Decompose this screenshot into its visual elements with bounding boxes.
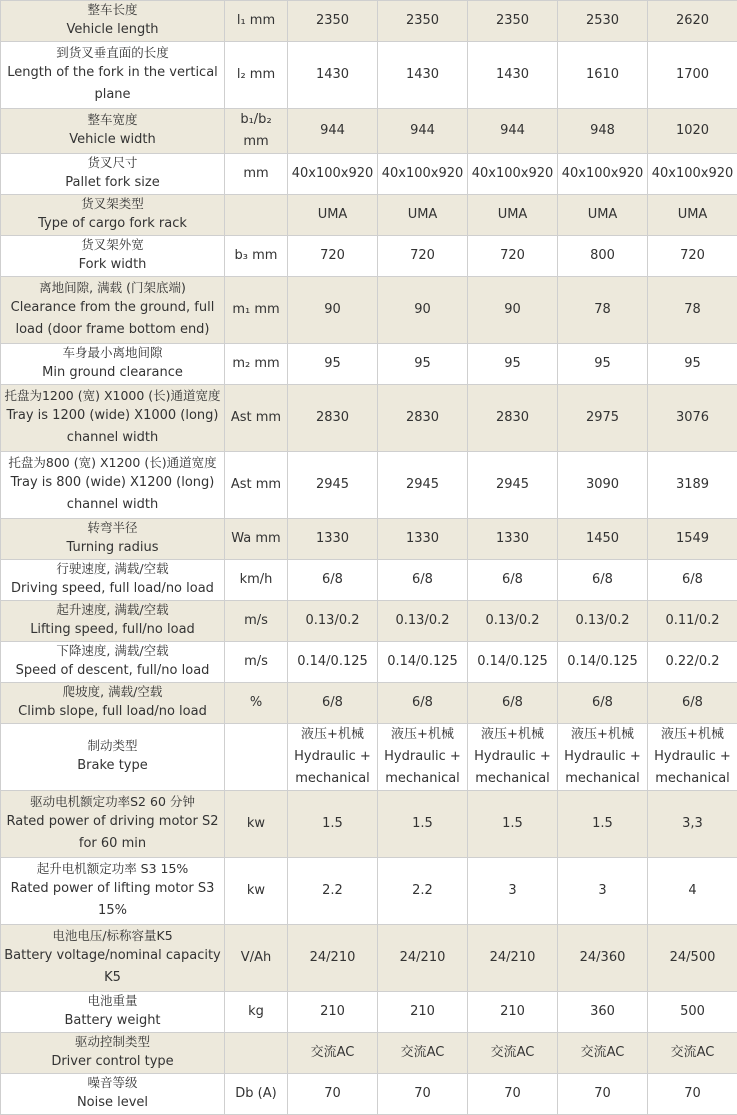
value-cell: 90 — [288, 277, 378, 344]
table-row — [1, 1074, 737, 1115]
value-cell: 0.22/0.2 — [648, 642, 737, 683]
table-row — [1, 452, 737, 519]
value-cell: 1330 — [288, 519, 378, 560]
parameter-label — [1, 195, 225, 236]
table-row — [1, 385, 737, 452]
value-cell: 1020 — [648, 109, 737, 154]
unit-cell: kw — [225, 791, 288, 858]
parameter-name-zh: 转弯半径 — [3, 519, 222, 537]
parameter-name-en: Brake type — [3, 755, 222, 777]
value-cell: 720 — [648, 236, 737, 277]
parameter-label — [1, 992, 225, 1033]
value-cell: 6/8 — [288, 683, 378, 724]
value-cell: 720 — [468, 236, 558, 277]
unit-cell: kw — [225, 858, 288, 925]
parameter-label — [1, 452, 225, 519]
parameter-label — [1, 1033, 225, 1074]
value-cell: 24/360 — [558, 925, 648, 992]
value-cell: 2945 — [288, 452, 378, 519]
value-cell: 0.14/0.125 — [378, 642, 468, 683]
value-cell: 6/8 — [558, 683, 648, 724]
value-cell: 6/8 — [468, 683, 558, 724]
unit-cell: m/s — [225, 642, 288, 683]
unit-cell — [225, 1033, 288, 1074]
parameter-name-zh: 驱动电机额定功率S2 60 分钟 — [3, 793, 222, 811]
value-cell: 40x100x920 — [378, 154, 468, 195]
value-cell: UMA — [648, 195, 737, 236]
value-cell: 0.13/0.2 — [288, 601, 378, 642]
value-cell: 1330 — [378, 519, 468, 560]
parameter-label — [1, 858, 225, 925]
value-cell: 2945 — [468, 452, 558, 519]
unit-cell — [225, 724, 288, 791]
parameter-name-zh: 整车长度 — [3, 1, 222, 19]
value-cell: 40x100x920 — [558, 154, 648, 195]
parameter-name-zh: 爬坡度, 满载/空载 — [3, 683, 222, 701]
value-cell: 500 — [648, 992, 737, 1033]
parameter-name-en: Fork width — [3, 254, 222, 276]
parameter-name-zh: 制动类型 — [3, 737, 222, 755]
parameter-name-zh: 车身最小离地间隙 — [3, 344, 222, 362]
parameter-name-zh: 噪音等级 — [3, 1074, 222, 1092]
value-cell: 6/8 — [648, 560, 737, 601]
value-cell: 2.2 — [288, 858, 378, 925]
parameter-name-en: Noise level — [3, 1092, 222, 1114]
table-row — [1, 1033, 737, 1074]
value-cell: 1430 — [378, 42, 468, 109]
table-row — [1, 344, 737, 385]
parameter-name-zh: 货叉尺寸 — [3, 154, 222, 172]
value-cell: 交流AC — [558, 1033, 648, 1074]
value-cell: 3 — [468, 858, 558, 925]
parameter-label — [1, 42, 225, 109]
value-cell: 40x100x920 — [468, 154, 558, 195]
parameter-label — [1, 724, 225, 791]
value-cell: 2350 — [288, 1, 378, 42]
value-cell: UMA — [378, 195, 468, 236]
value-cell: 1430 — [468, 42, 558, 109]
parameter-label — [1, 683, 225, 724]
unit-cell — [225, 195, 288, 236]
value-cell: 1.5 — [378, 791, 468, 858]
parameter-name-zh: 托盘为800 (宽) X1200 (长)通道宽度 — [3, 454, 222, 472]
unit-cell: % — [225, 683, 288, 724]
parameter-name-zh: 到货叉垂直面的长度 — [3, 44, 222, 62]
value-cell: 1330 — [468, 519, 558, 560]
table-row — [1, 109, 737, 154]
value-cell: 2350 — [468, 1, 558, 42]
value-cell: 2830 — [378, 385, 468, 452]
parameter-name-en: Tray is 1200 (wide) X1000 (long) channel width — [3, 405, 222, 449]
value-cell: 4 — [648, 858, 737, 925]
parameter-label — [1, 1, 225, 42]
table-row — [1, 1, 737, 42]
value-cell: 交流AC — [648, 1033, 737, 1074]
table-row — [1, 683, 737, 724]
value-cell: 交流AC — [468, 1033, 558, 1074]
value-cell: 360 — [558, 992, 648, 1033]
value-cell: 24/210 — [378, 925, 468, 992]
value-cell: 交流AC — [378, 1033, 468, 1074]
unit-cell: l₂ mm — [225, 42, 288, 109]
unit-cell: Ast mm — [225, 385, 288, 452]
value-cell: 液压+机械 Hydraulic + mechanical — [288, 724, 378, 791]
unit-cell: Ast mm — [225, 452, 288, 519]
value-cell: 0.14/0.125 — [558, 642, 648, 683]
parameter-label — [1, 385, 225, 452]
value-cell: 0.13/0.2 — [468, 601, 558, 642]
value-cell: 70 — [378, 1074, 468, 1115]
value-cell: 1450 — [558, 519, 648, 560]
value-cell: 0.11/0.2 — [648, 601, 737, 642]
value-cell: 95 — [648, 344, 737, 385]
value-cell: 720 — [288, 236, 378, 277]
value-cell: 0.14/0.125 — [468, 642, 558, 683]
table-row — [1, 992, 737, 1033]
table-row — [1, 154, 737, 195]
value-cell: 液压+机械 Hydraulic + mechanical — [378, 724, 468, 791]
value-cell: UMA — [288, 195, 378, 236]
parameter-name-en: Vehicle length — [3, 19, 222, 41]
value-cell: 944 — [468, 109, 558, 154]
value-cell: 0.14/0.125 — [288, 642, 378, 683]
table-row — [1, 277, 737, 344]
unit-cell: Wa mm — [225, 519, 288, 560]
value-cell: 40x100x920 — [648, 154, 737, 195]
value-cell: 2945 — [378, 452, 468, 519]
table-row — [1, 42, 737, 109]
parameter-name-en: Driving speed, full load/no load — [3, 578, 222, 600]
table-row — [1, 519, 737, 560]
value-cell: 3076 — [648, 385, 737, 452]
value-cell: 2.2 — [378, 858, 468, 925]
table-row — [1, 236, 737, 277]
parameter-name-en: Rated power of driving motor S2 for 60 min — [3, 811, 222, 855]
parameter-name-zh: 整车宽度 — [3, 111, 222, 129]
table-row — [1, 195, 737, 236]
parameter-name-en: Battery voltage/nominal capacity K5 — [3, 945, 222, 989]
value-cell: 90 — [378, 277, 468, 344]
value-cell: 24/210 — [468, 925, 558, 992]
table-row — [1, 601, 737, 642]
unit-cell: km/h — [225, 560, 288, 601]
value-cell: 液压+机械 Hydraulic + mechanical — [558, 724, 648, 791]
parameter-label — [1, 236, 225, 277]
value-cell: 1430 — [288, 42, 378, 109]
parameter-label — [1, 154, 225, 195]
value-cell: 95 — [558, 344, 648, 385]
table-row — [1, 858, 737, 925]
parameter-name-en: Clearance from the ground, full load (door frame bottom end) — [3, 297, 222, 341]
unit-cell: b₁/b₂ mm — [225, 109, 288, 154]
parameter-name-en: Min ground clearance — [3, 362, 222, 384]
value-cell: 液压+机械 Hydraulic + mechanical — [648, 724, 737, 791]
value-cell: 6/8 — [288, 560, 378, 601]
parameter-name-zh: 起升速度, 满载/空载 — [3, 601, 222, 619]
parameter-name-en: Type of cargo fork rack — [3, 213, 222, 235]
value-cell: 6/8 — [378, 683, 468, 724]
value-cell: 70 — [558, 1074, 648, 1115]
value-cell: 95 — [468, 344, 558, 385]
table-row — [1, 642, 737, 683]
value-cell: 944 — [288, 109, 378, 154]
value-cell: 800 — [558, 236, 648, 277]
value-cell: 720 — [378, 236, 468, 277]
table-row — [1, 724, 737, 791]
value-cell: 95 — [288, 344, 378, 385]
parameter-name-en: Turning radius — [3, 537, 222, 559]
parameter-name-en: Rated power of lifting motor S3 15% — [3, 878, 222, 922]
unit-cell: mm — [225, 154, 288, 195]
parameter-label — [1, 277, 225, 344]
unit-cell: m₁ mm — [225, 277, 288, 344]
value-cell: 2830 — [288, 385, 378, 452]
unit-cell: kg — [225, 992, 288, 1033]
parameter-label — [1, 344, 225, 385]
parameter-label — [1, 791, 225, 858]
value-cell: 1610 — [558, 42, 648, 109]
value-cell: UMA — [468, 195, 558, 236]
value-cell: 1549 — [648, 519, 737, 560]
parameter-name-en: Driver control type — [3, 1051, 222, 1073]
value-cell: 2350 — [378, 1, 468, 42]
value-cell: 6/8 — [468, 560, 558, 601]
spec-table-body — [1, 1, 737, 1115]
parameter-name-en: Speed of descent, full/no load — [3, 660, 222, 682]
parameter-label — [1, 1074, 225, 1115]
value-cell: 3,3 — [648, 791, 737, 858]
unit-cell: b₃ mm — [225, 236, 288, 277]
value-cell: 3 — [558, 858, 648, 925]
parameter-label — [1, 642, 225, 683]
parameter-name-zh: 货叉架外宽 — [3, 236, 222, 254]
value-cell: 0.13/0.2 — [378, 601, 468, 642]
value-cell: 210 — [288, 992, 378, 1033]
value-cell: 6/8 — [648, 683, 737, 724]
parameter-label — [1, 925, 225, 992]
value-cell: 70 — [468, 1074, 558, 1115]
parameter-name-en: Pallet fork size — [3, 172, 222, 194]
unit-cell: V/Ah — [225, 925, 288, 992]
value-cell: UMA — [558, 195, 648, 236]
value-cell: 944 — [378, 109, 468, 154]
parameter-label — [1, 519, 225, 560]
table-row — [1, 791, 737, 858]
parameter-name-zh: 离地间隙, 满载 (门架底端) — [3, 279, 222, 297]
value-cell: 2830 — [468, 385, 558, 452]
value-cell: 2530 — [558, 1, 648, 42]
value-cell: 3090 — [558, 452, 648, 519]
unit-cell: m/s — [225, 601, 288, 642]
value-cell: 1.5 — [558, 791, 648, 858]
value-cell: 3189 — [648, 452, 737, 519]
parameter-name-en: Length of the fork in the vertical plane — [3, 62, 222, 106]
parameter-label — [1, 601, 225, 642]
unit-cell: l₁ mm — [225, 1, 288, 42]
value-cell: 70 — [288, 1074, 378, 1115]
value-cell: 1.5 — [468, 791, 558, 858]
parameter-name-en: Battery weight — [3, 1010, 222, 1032]
value-cell: 90 — [468, 277, 558, 344]
value-cell: 210 — [378, 992, 468, 1033]
value-cell: 24/210 — [288, 925, 378, 992]
unit-cell: m₂ mm — [225, 344, 288, 385]
value-cell: 液压+机械 Hydraulic + mechanical — [468, 724, 558, 791]
parameter-name-zh: 下降速度, 满载/空载 — [3, 642, 222, 660]
parameter-name-en: Lifting speed, full/no load — [3, 619, 222, 641]
value-cell: 2975 — [558, 385, 648, 452]
table-row — [1, 560, 737, 601]
value-cell: 6/8 — [378, 560, 468, 601]
value-cell: 210 — [468, 992, 558, 1033]
unit-cell: Db (A) — [225, 1074, 288, 1115]
parameter-name-en: Tray is 800 (wide) X1200 (long) channel width — [3, 472, 222, 516]
value-cell: 1700 — [648, 42, 737, 109]
parameter-name-zh: 行驶速度, 满载/空载 — [3, 560, 222, 578]
value-cell: 1.5 — [288, 791, 378, 858]
parameter-name-en: Climb slope, full load/no load — [3, 701, 222, 723]
parameter-name-zh: 起升电机额定功率 S3 15% — [3, 860, 222, 878]
parameter-name-zh: 驱动控制类型 — [3, 1033, 222, 1051]
parameter-name-en: Vehicle width — [3, 129, 222, 151]
table-row — [1, 925, 737, 992]
parameter-name-zh: 货叉架类型 — [3, 195, 222, 213]
parameter-label — [1, 109, 225, 154]
value-cell: 78 — [558, 277, 648, 344]
value-cell: 78 — [648, 277, 737, 344]
parameter-name-zh: 电池重量 — [3, 992, 222, 1010]
value-cell: 2620 — [648, 1, 737, 42]
value-cell: 0.13/0.2 — [558, 601, 648, 642]
parameter-name-zh: 电池电压/标称容量K5 — [3, 927, 222, 945]
value-cell: 24/500 — [648, 925, 737, 992]
parameter-label — [1, 560, 225, 601]
value-cell: 6/8 — [558, 560, 648, 601]
value-cell: 948 — [558, 109, 648, 154]
value-cell: 70 — [648, 1074, 737, 1115]
parameter-name-zh: 托盘为1200 (宽) X1000 (长)通道宽度 — [3, 387, 222, 405]
value-cell: 交流AC — [288, 1033, 378, 1074]
value-cell: 40x100x920 — [288, 154, 378, 195]
value-cell: 95 — [378, 344, 468, 385]
